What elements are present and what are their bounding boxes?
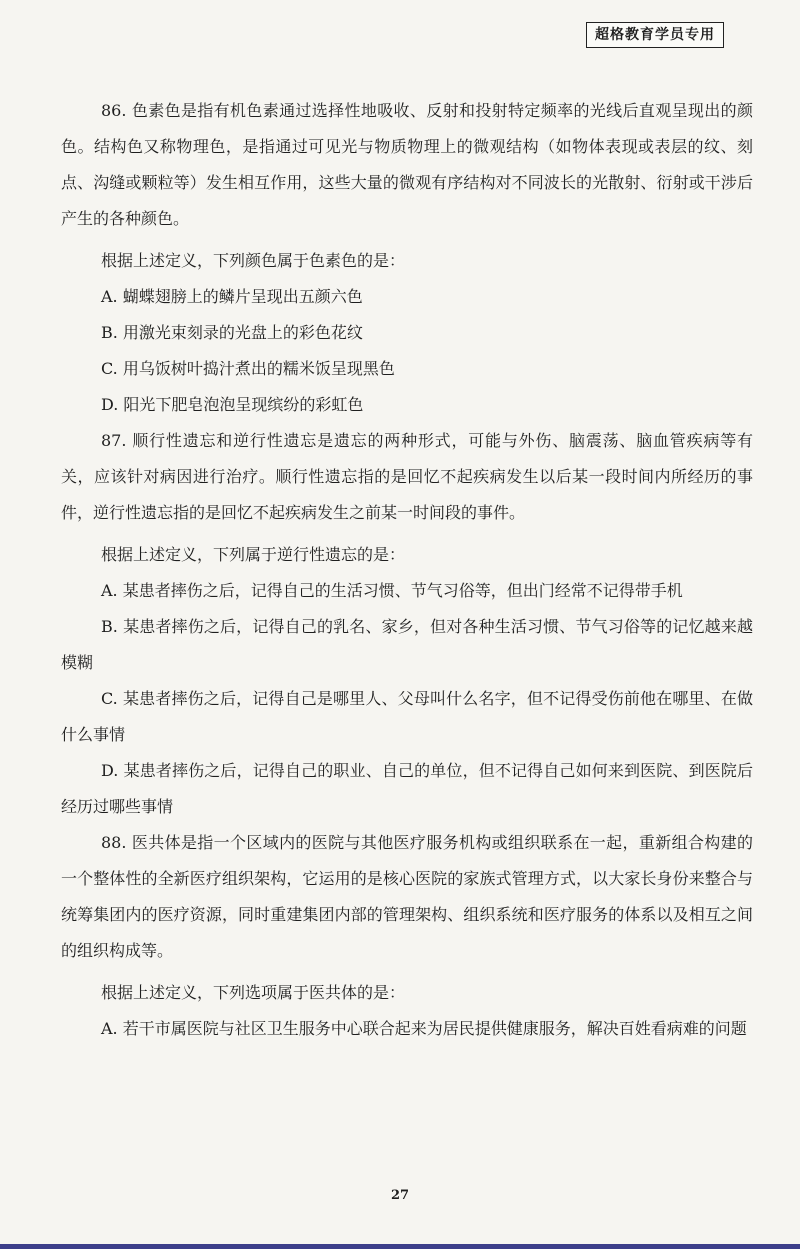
question-stem: 86. 色素色是指有机色素通过选择性地吸收、反射和投射特定频率的光线后直观呈现出的颜色。结构色又称物理色，是指通过可见光与物质物理上的微观结构（如物体表现或表层的纹、刻点、沟缝或颗粒等）发生相互作用，这些大量的微观有序结构对不同波长的光散射、衍射或干涉后产生的各种颜色。 [61,101,753,228]
scan-edge-strip [0,1244,800,1249]
option-a: A. 若干市属医院与社区卫生服务中心联合起来为居民提供健康服务，解决百姓看病难的问题 [101,1019,747,1038]
option-c: C. 某患者摔伤之后，记得自己是哪里人、父母叫什么名字，但不记得受伤前他在哪里、在做什么事情 [61,689,753,744]
option-a: A. 某患者摔伤之后，记得自己的生活习惯、节气习俗等，但出门经常不记得带手机 [101,581,683,600]
option-b: B. 某患者摔伤之后，记得自己的乳名、家乡，但对各种生活习惯、节气习俗等的记忆越来越模糊 [61,617,753,672]
option-d: D. 阳光下肥皂泡泡呈现缤纷的彩虹色 [101,395,364,414]
option-b: B. 用激光束刻录的光盘上的彩色花纹 [101,323,363,342]
page-number: 27 [390,1188,410,1203]
question-prompt: 根据上述定义，下列颜色属于色素色的是： [101,251,406,270]
question-86 [61,93,753,423]
question-88 [61,825,753,1047]
option-c: C. 用乌饭树叶捣汁煮出的糯米饭呈现黑色 [101,359,395,378]
question-prompt: 根据上述定义，下列选项属于医共体的是： [101,983,406,1002]
question-stem: 87. 顺行性遗忘和逆行性遗忘是遗忘的两种形式，可能与外伤、脑震荡、脑血管疾病等有关，应该针对病因进行治疗。顺行性遗忘指的是回忆不起疾病发生以后某一段时间内所经历的事件，逆行性遗忘指的是回忆不起疾病发生之前某一时间段的事件。 [61,431,753,522]
content [61,93,753,1047]
question-prompt: 根据上述定义，下列属于逆行性遗忘的是： [101,545,406,564]
option-a: A. 蝴蝶翅膀上的鳞片呈现出五颜六色 [101,287,363,306]
option-d: D. 某患者摔伤之后，记得自己的职业、自己的单位，但不记得自己如何来到医院、到医院后经历过哪些事情 [61,761,753,816]
header-badge: 超格教育学员专用 [586,22,724,48]
question-87 [61,423,753,825]
question-stem: 88. 医共体是指一个区域内的医院与其他医疗服务机构或组织联系在一起，重新组合构建的一个整体性的全新医疗组织架构，它运用的是核心医院的家族式管理方式，以大家长身份来整合与统筹集团内的医疗资源，同时重建集团内部的管理架构、组织系统和医疗服务的体系以及相互之间的组织构成等。 [61,833,753,960]
